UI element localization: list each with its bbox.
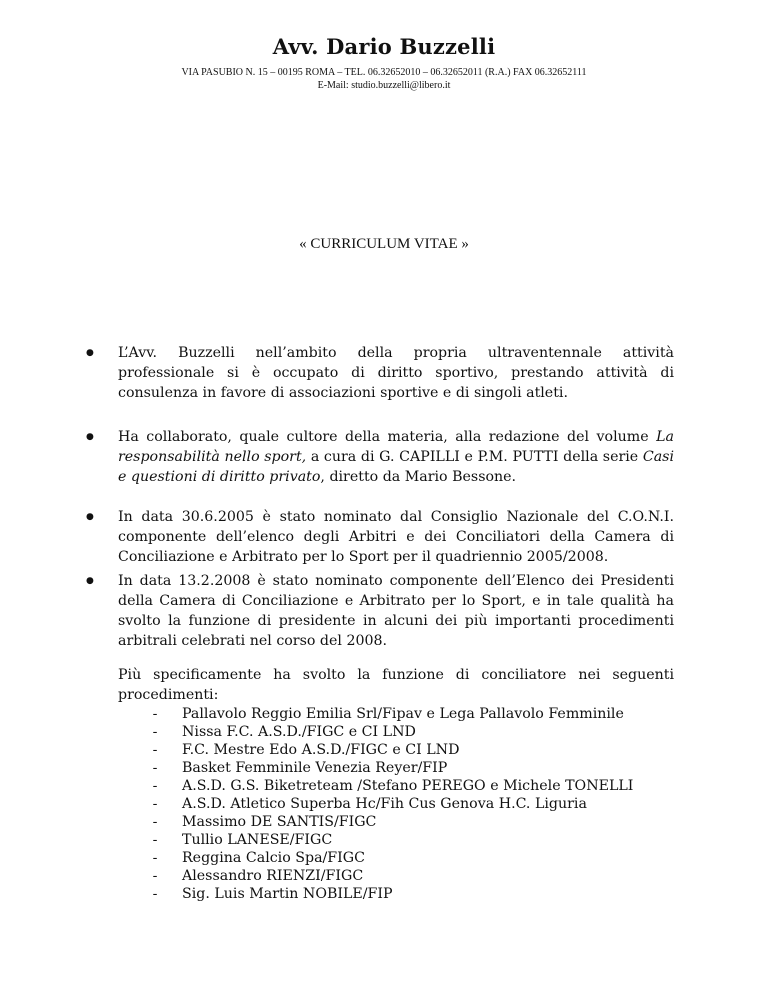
dash-marker: -: [152, 796, 158, 812]
bullet-item: [86, 427, 674, 487]
dash-marker: -: [152, 742, 158, 758]
list-item: [150, 741, 633, 759]
procedure-name: Tullio LANESE/FIGC: [182, 832, 333, 848]
bullet-text: In data 30.6.2005 è stato nominato dal Consiglio Nazionale del C.O.N.I. componente dell’elenco degli Arbitri e dei Conciliatori della Camera di Conciliazione e Arbitrato per lo Sport per il quadriennio 2005/2008.: [118, 509, 674, 565]
bullet-text-part: Ha collaborato, quale cultore della materia, alla redazione del volume: [118, 429, 657, 445]
bullet-text: [118, 427, 674, 487]
bullet-icon: ●: [86, 348, 94, 358]
list-item: [150, 705, 633, 723]
dash-marker: -: [152, 886, 158, 902]
list-item: [150, 759, 633, 777]
list-item: [150, 885, 633, 903]
letterhead-email: E-Mail: studio.buzzelli@libero.it: [317, 80, 451, 91]
procedures-intro: Più specificamente ha svolto la funzione di conciliatore nei seguenti procedimenti:: [118, 667, 674, 703]
dash-marker: -: [152, 868, 158, 884]
bullet-text-part: a cura di G. CAPILLI e P.M. PUTTI della serie: [306, 449, 643, 465]
letterhead-address: VIA PASUBIO N. 15 – 00195 ROMA – TEL. 06.32652010 – 06.32652011 (R.A.) FAX 06.32652111: [181, 67, 587, 78]
list-item: [150, 795, 633, 813]
procedure-name: Massimo DE SANTIS/FIGC: [182, 814, 377, 830]
list-item: [150, 849, 633, 867]
bullet-icon: ●: [86, 432, 94, 442]
bullet-icon: ●: [86, 576, 94, 586]
procedure-name: A.S.D. G.S. Biketreteam /Stefano PEREGO e Michele TONELLI: [182, 778, 634, 794]
dash-marker: -: [152, 850, 158, 866]
procedure-name: Basket Femminile Venezia Reyer/FIP: [182, 760, 448, 776]
letterhead: [0, 34, 768, 92]
list-item: [150, 777, 633, 795]
procedure-name: F.C. Mestre Edo A.S.D./FIGC e CI LND: [182, 742, 460, 758]
list-item: [150, 723, 633, 741]
bullet-item: [86, 571, 674, 651]
dash-marker: -: [152, 832, 158, 848]
book-title: La responsabilità nello sport,: [118, 429, 674, 465]
bullet-icon: ●: [86, 512, 94, 522]
list-item: [150, 831, 633, 849]
bullet-item: [86, 343, 674, 403]
procedure-name: Pallavolo Reggio Emilia Srl/Fipav e Lega Pallavolo Femminile: [182, 706, 624, 722]
dash-marker: -: [152, 724, 158, 740]
letterhead-name: Avv. Dario Buzzelli: [272, 34, 496, 59]
procedure-name: A.S.D. Atletico Superba Hc/Fih Cus Genova H.C. Liguria: [182, 796, 587, 812]
procedure-name: Nissa F.C. A.S.D./FIGC e CI LND: [182, 724, 416, 740]
dash-marker: -: [152, 814, 158, 830]
bullet-text-part: , diretto da Mario Bessone.: [320, 469, 517, 485]
bullet-text: In data 13.2.2008 è stato nominato componente dell’Elenco dei Presidenti della Camera di Conciliazione e Arbitrato per lo Sport, e in tale qualità ha svolto la funzione di presidente in alcuni dei più importanti procedimenti arbitrali celebrati nel corso del 2008.: [118, 573, 674, 649]
list-item: [150, 867, 633, 885]
dash-marker: -: [152, 778, 158, 794]
series-title: Casi e questioni di diritto privato: [118, 449, 674, 485]
bullet-text: L’Avv. Buzzelli nell’ambito della propria ultraventennale attività professionale si è occupato di diritto sportivo, prestando attività di consulenza in favore di associazioni sportive e di singoli atleti.: [118, 345, 674, 401]
procedure-name: Reggina Calcio Spa/FIGC: [182, 850, 365, 866]
procedure-name: Alessandro RIENZI/FIGC: [182, 868, 364, 884]
dash-marker: -: [152, 760, 158, 776]
dash-marker: -: [152, 706, 158, 722]
bullet-item: [86, 507, 674, 567]
procedures-list: [150, 705, 633, 903]
document-title: « CURRICULUM VITAE »: [299, 236, 469, 252]
list-item: [150, 813, 633, 831]
procedure-name: Sig. Luis Martin NOBILE/FIP: [182, 886, 393, 902]
